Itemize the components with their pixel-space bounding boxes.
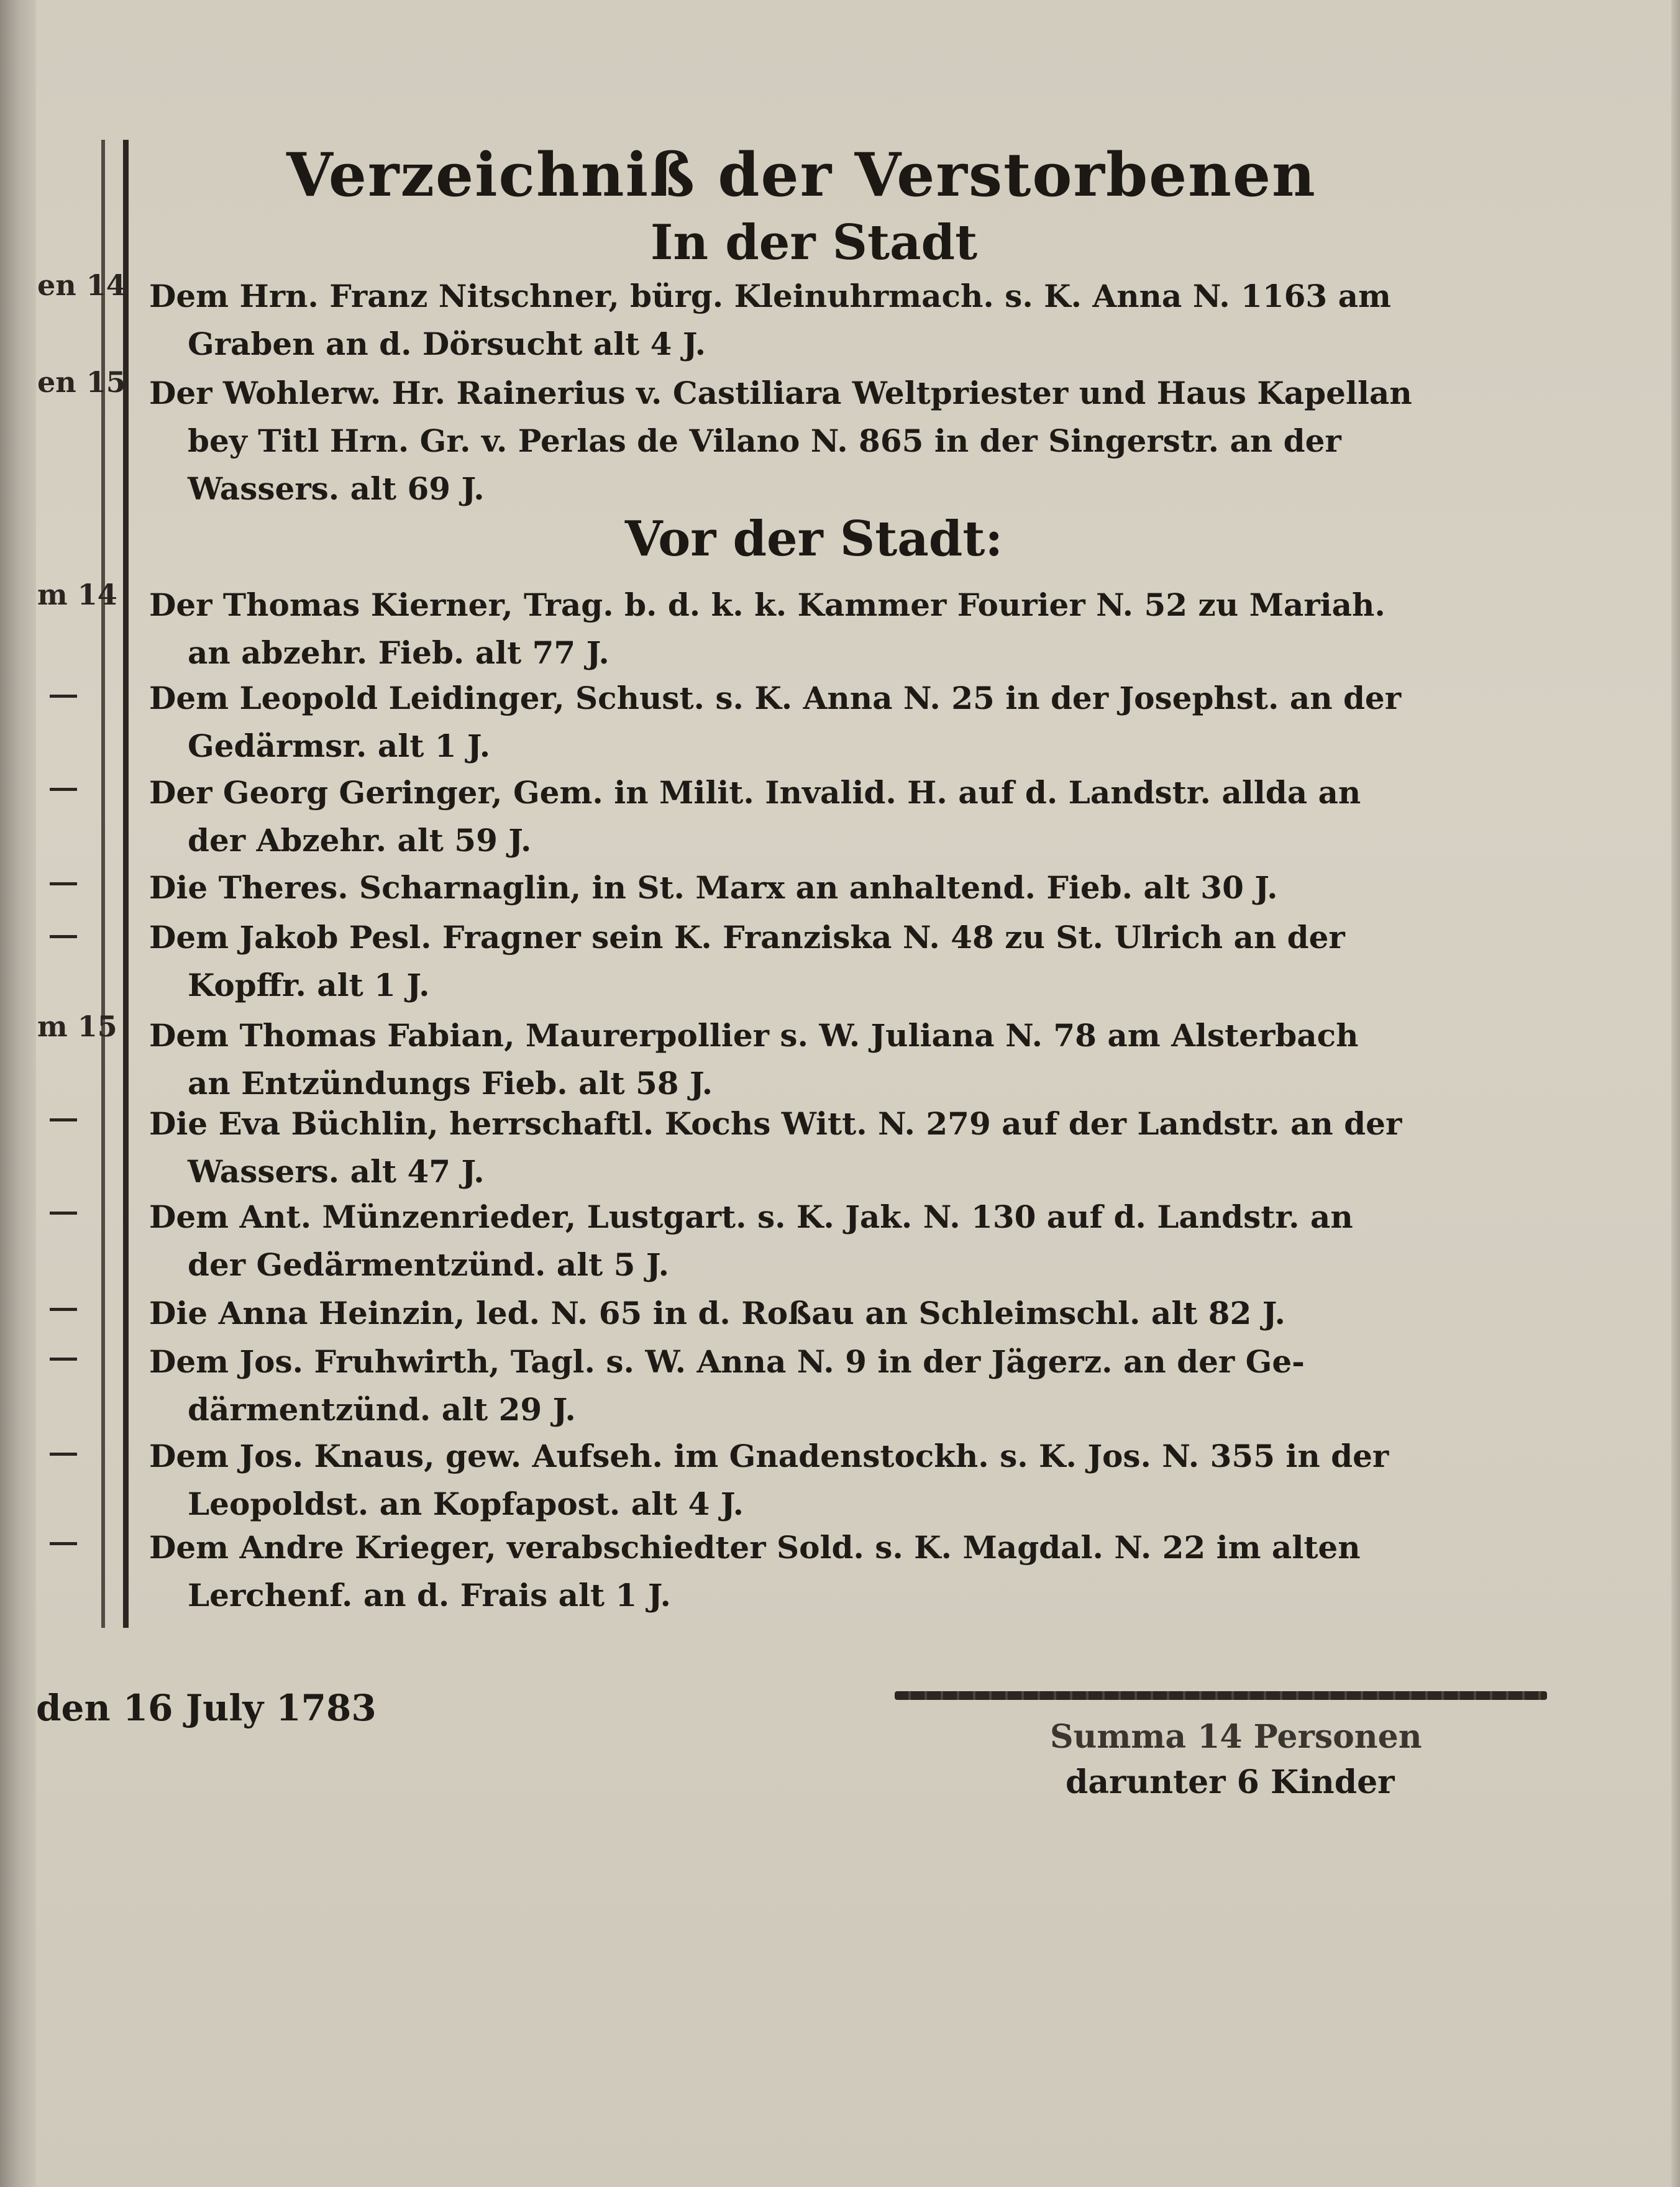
- margin-rule: [123, 140, 129, 1628]
- margin-fragment: m 14: [37, 578, 117, 611]
- page-title: Verzeichniß der Verstorbenen: [286, 140, 1317, 210]
- entry-line: Dem Jos. Fruhwirth, Tagl. s. W. Anna N. 9 in der Jägerz. an der Ge-: [149, 1343, 1305, 1380]
- entry-line: Wassers. alt 69 J.: [188, 470, 485, 507]
- entry-line: Wassers. alt 47 J.: [188, 1153, 485, 1190]
- footer-date: den 16 July 1783: [36, 1687, 377, 1729]
- record-entry: [149, 674, 1566, 770]
- margin-dash: [50, 1308, 77, 1311]
- entry-line: Dem Hrn. Franz Nitschner, bürg. Kleinuhrmach. s. K. Anna N. 1163 am: [149, 278, 1391, 314]
- margin-rule-inner: [101, 140, 105, 1628]
- entry-line: Der Thomas Kierner, Trag. b. d. k. k. Kammer Fourier N. 52 zu Mariah.: [149, 587, 1386, 623]
- section-heading-suburb: Vor der Stadt:: [624, 511, 1003, 567]
- margin-dash: [50, 695, 77, 698]
- section-heading-city: In der Stadt: [650, 214, 978, 271]
- margin-dash: [50, 1212, 77, 1215]
- entry-line: Dem Leopold Leidinger, Schust. s. K. Anna N. 25 in der Josephst. an der: [149, 680, 1402, 716]
- margin-fragment: en 15: [37, 365, 126, 399]
- margin-fragment: m 15: [37, 1010, 117, 1043]
- ornament-rule: [895, 1691, 1547, 1700]
- entry-line: Die Eva Büchlin, herrschaftl. Kochs Witt. N. 279 auf der Landstr. an der: [149, 1105, 1402, 1142]
- record-entry: [149, 1100, 1566, 1195]
- entry-line: der Gedärmentzünd. alt 5 J.: [188, 1246, 670, 1283]
- record-entry: [149, 864, 1566, 911]
- record-entry: [149, 913, 1566, 1009]
- entry-line: Dem Thomas Fabian, Maurerpollier s. W. Juliana N. 78 am Alsterbach: [149, 1017, 1359, 1054]
- entry-line: Lerchenf. an d. Frais alt 1 J.: [188, 1577, 671, 1614]
- record-entry: [149, 1523, 1566, 1619]
- record-entry: [149, 369, 1566, 513]
- record-entry: [149, 1011, 1566, 1107]
- entry-line: därmentzünd. alt 29 J.: [188, 1391, 576, 1428]
- record-entry: [149, 272, 1566, 368]
- entry-line: Dem Jos. Knaus, gew. Aufseh. im Gnadenstockh. s. K. Jos. N. 355 in der: [149, 1438, 1389, 1474]
- record-entry: [149, 581, 1566, 677]
- page-edge: [1671, 0, 1680, 2187]
- entry-line: Kopffr. alt 1 J.: [188, 967, 430, 1003]
- entry-line: Gedärmsr. alt 1 J.: [188, 728, 491, 764]
- margin-dash: [50, 1118, 77, 1121]
- entry-line: Dem Ant. Münzenrieder, Lustgart. s. K. Jak. N. 130 auf d. Landstr. an: [149, 1199, 1353, 1235]
- entry-line: Die Theres. Scharnaglin, in St. Marx an anhaltend. Fieb. alt 30 J.: [149, 869, 1278, 906]
- record-entry: [149, 769, 1566, 864]
- margin-dash: [50, 1542, 77, 1545]
- entry-line: Dem Andre Krieger, verabschiedter Sold. s. K. Magdal. N. 22 im alten: [149, 1529, 1361, 1566]
- record-entry: [149, 1432, 1566, 1528]
- entry-line: an Entzündungs Fieb. alt 58 J.: [188, 1065, 713, 1102]
- margin-dash: [50, 1453, 77, 1456]
- margin-dash: [50, 935, 77, 938]
- entry-line: an abzehr. Fieb. alt 77 J.: [188, 634, 609, 671]
- margin-dash: [50, 882, 77, 885]
- entry-line: Der Wohlerw. Hr. Rainerius v. Castiliara Weltpriester und Haus Kapellan: [149, 375, 1412, 411]
- children-count: darunter 6 Kinder: [1066, 1763, 1395, 1801]
- record-entry: [149, 1193, 1566, 1289]
- entry-line: Leopoldst. an Kopfapost. alt 4 J.: [188, 1486, 744, 1522]
- entry-line: Die Anna Heinzin, led. N. 65 in d. Roßau an Schleimschl. alt 82 J.: [149, 1295, 1285, 1331]
- entry-line: Graben an d. Dörsucht alt 4 J.: [188, 326, 706, 362]
- binding-edge: [0, 0, 36, 2187]
- entry-line: bey Titl Hrn. Gr. v. Perlas de Vilano N. 865 in der Singerstr. an der: [188, 422, 1341, 459]
- summa-total: Summa 14 Personen: [1050, 1718, 1422, 1756]
- record-entry: [149, 1289, 1566, 1337]
- entry-line: der Abzehr. alt 59 J.: [188, 822, 532, 859]
- margin-fragment: en 14: [37, 268, 126, 302]
- margin-dash: [50, 1358, 77, 1361]
- record-entry: [149, 1338, 1566, 1433]
- margin-dash: [50, 788, 77, 791]
- entry-line: Der Georg Geringer, Gem. in Milit. Invalid. H. auf d. Landstr. allda an: [149, 774, 1361, 811]
- entry-line: Dem Jakob Pesl. Fragner sein K. Franziska N. 48 zu St. Ulrich an der: [149, 919, 1345, 956]
